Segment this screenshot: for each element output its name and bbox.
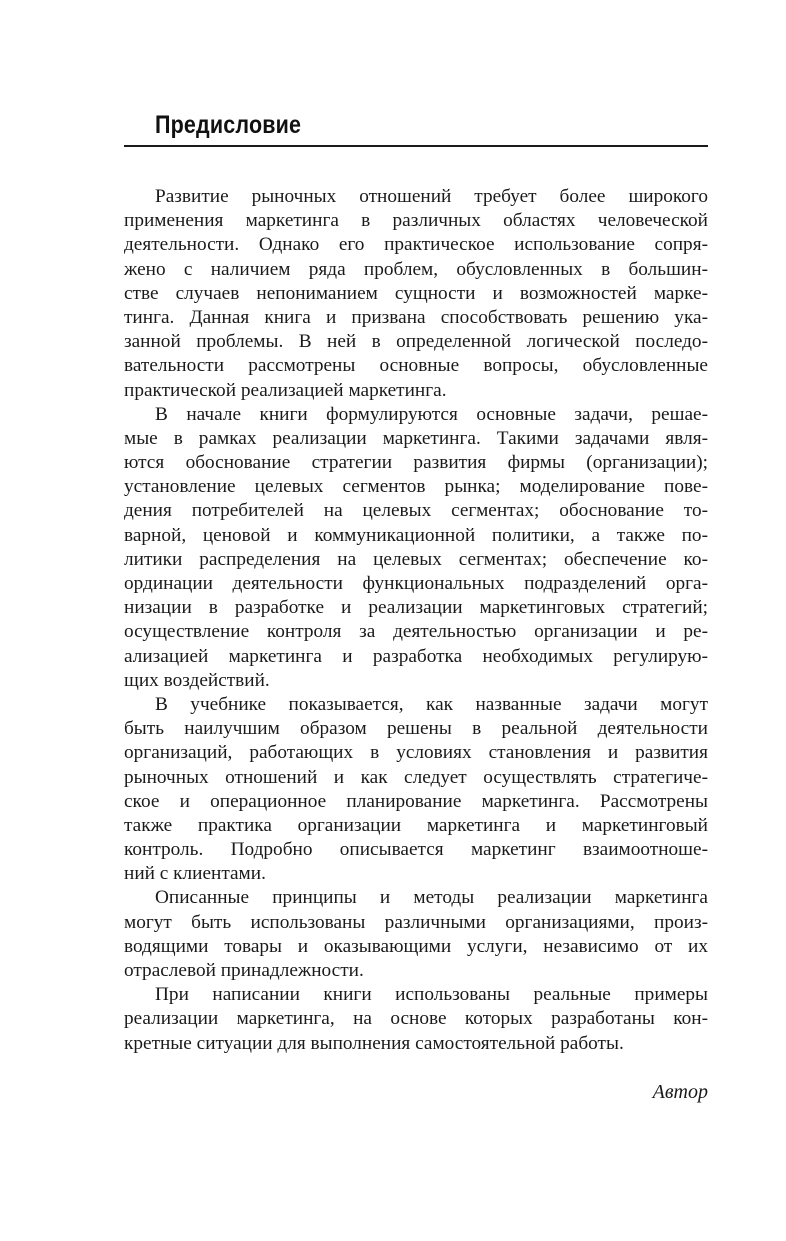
text-line: стве случаев непониманием сущности и возможностей марке-	[124, 282, 708, 304]
text-line: вательности рассмотрены основные вопросы, обусловленные	[124, 355, 708, 377]
text-line: водящими товары и оказывающими услуги, независимо от их	[124, 935, 708, 957]
text-line: литики распределения на целевых сегментах; обеспечение ко-	[124, 548, 708, 570]
text-line: варной, ценовой и коммуникационной политики, а также по-	[124, 524, 708, 546]
text-line: В учебнике показывается, как названные задачи могут	[155, 693, 708, 715]
text-line: установление целевых сегментов рынка; моделирование пове-	[124, 476, 708, 498]
page-title: Предисловие	[155, 111, 302, 139]
text-line: осуществление контроля за деятельностью организации и ре-	[124, 621, 708, 643]
text-line: быть наилучшим образом решены в реальной деятельности	[124, 718, 708, 740]
text-line: дения потребителей на целевых сегментах; обоснование то-	[124, 500, 708, 522]
text-line: практической реализацией маркетинга.	[124, 379, 447, 401]
text-line: Развитие рыночных отношений требует более широкого	[155, 186, 708, 207]
text-line: низации в разработке и реализации маркетинговых стратегий;	[124, 597, 708, 619]
author-signature: Автор	[652, 1081, 708, 1103]
text-line: также практика организации маркетинга и маркетинговый	[124, 814, 708, 836]
text-line: В начале книги формулируются основные задачи, решае-	[155, 403, 708, 425]
text-line: мые в рамках реализации маркетинга. Такими задачами явля-	[124, 427, 708, 449]
text-line: реализации маркетинга, на основе которых разработаны кон-	[124, 1008, 708, 1030]
paragraph	[124, 693, 708, 887]
text-line: ализацией маркетинга и разработка необходимых регулирую-	[124, 645, 708, 667]
text-line: щих воздействий.	[124, 669, 270, 691]
text-line: ются обоснование стратегии развития фирмы (организации);	[124, 452, 708, 474]
text-line: При написании книги использованы реальные примеры	[155, 984, 708, 1006]
text-line: рыночных отношений и как следует осуществлять стратегиче-	[124, 766, 708, 788]
text-line: контроль. Подробно описывается маркетинг взаимоотноше-	[124, 839, 708, 861]
text-line: ское и операционное планирование маркетинга. Рассмотрены	[124, 790, 708, 812]
text-line: Описанные принципы и методы реализации маркетинга	[155, 887, 708, 909]
text-line: жено с наличием ряда проблем, обусловленных в большин-	[124, 258, 708, 280]
text-line: деятельности. Однако его практическое использование сопря-	[124, 234, 708, 256]
paragraph	[124, 185, 708, 403]
text-line: тинга. Данная книга и призвана способствовать решению ука-	[124, 306, 708, 328]
paragraph	[124, 403, 708, 693]
text-line: ний с клиентами.	[124, 863, 266, 885]
text-line: кретные ситуации для выполнения самостоятельной работы.	[124, 1032, 624, 1054]
paragraph	[124, 886, 708, 983]
text-line: применения маркетинга в различных областях человеческой	[124, 210, 708, 232]
paragraph	[124, 983, 708, 1056]
text-line: организаций, работающих в условиях становления и развития	[124, 742, 708, 764]
text-line: занной проблемы. В ней в определенной логической последо-	[124, 331, 708, 353]
text-line: отраслевой принадлежности.	[124, 960, 364, 981]
preface-body	[124, 185, 708, 1056]
text-line: могут быть использованы различными организациями, произ-	[124, 911, 708, 933]
text-line: ординации деятельности функциональных подразделений орга-	[124, 573, 708, 594]
heading-divider	[124, 145, 708, 147]
